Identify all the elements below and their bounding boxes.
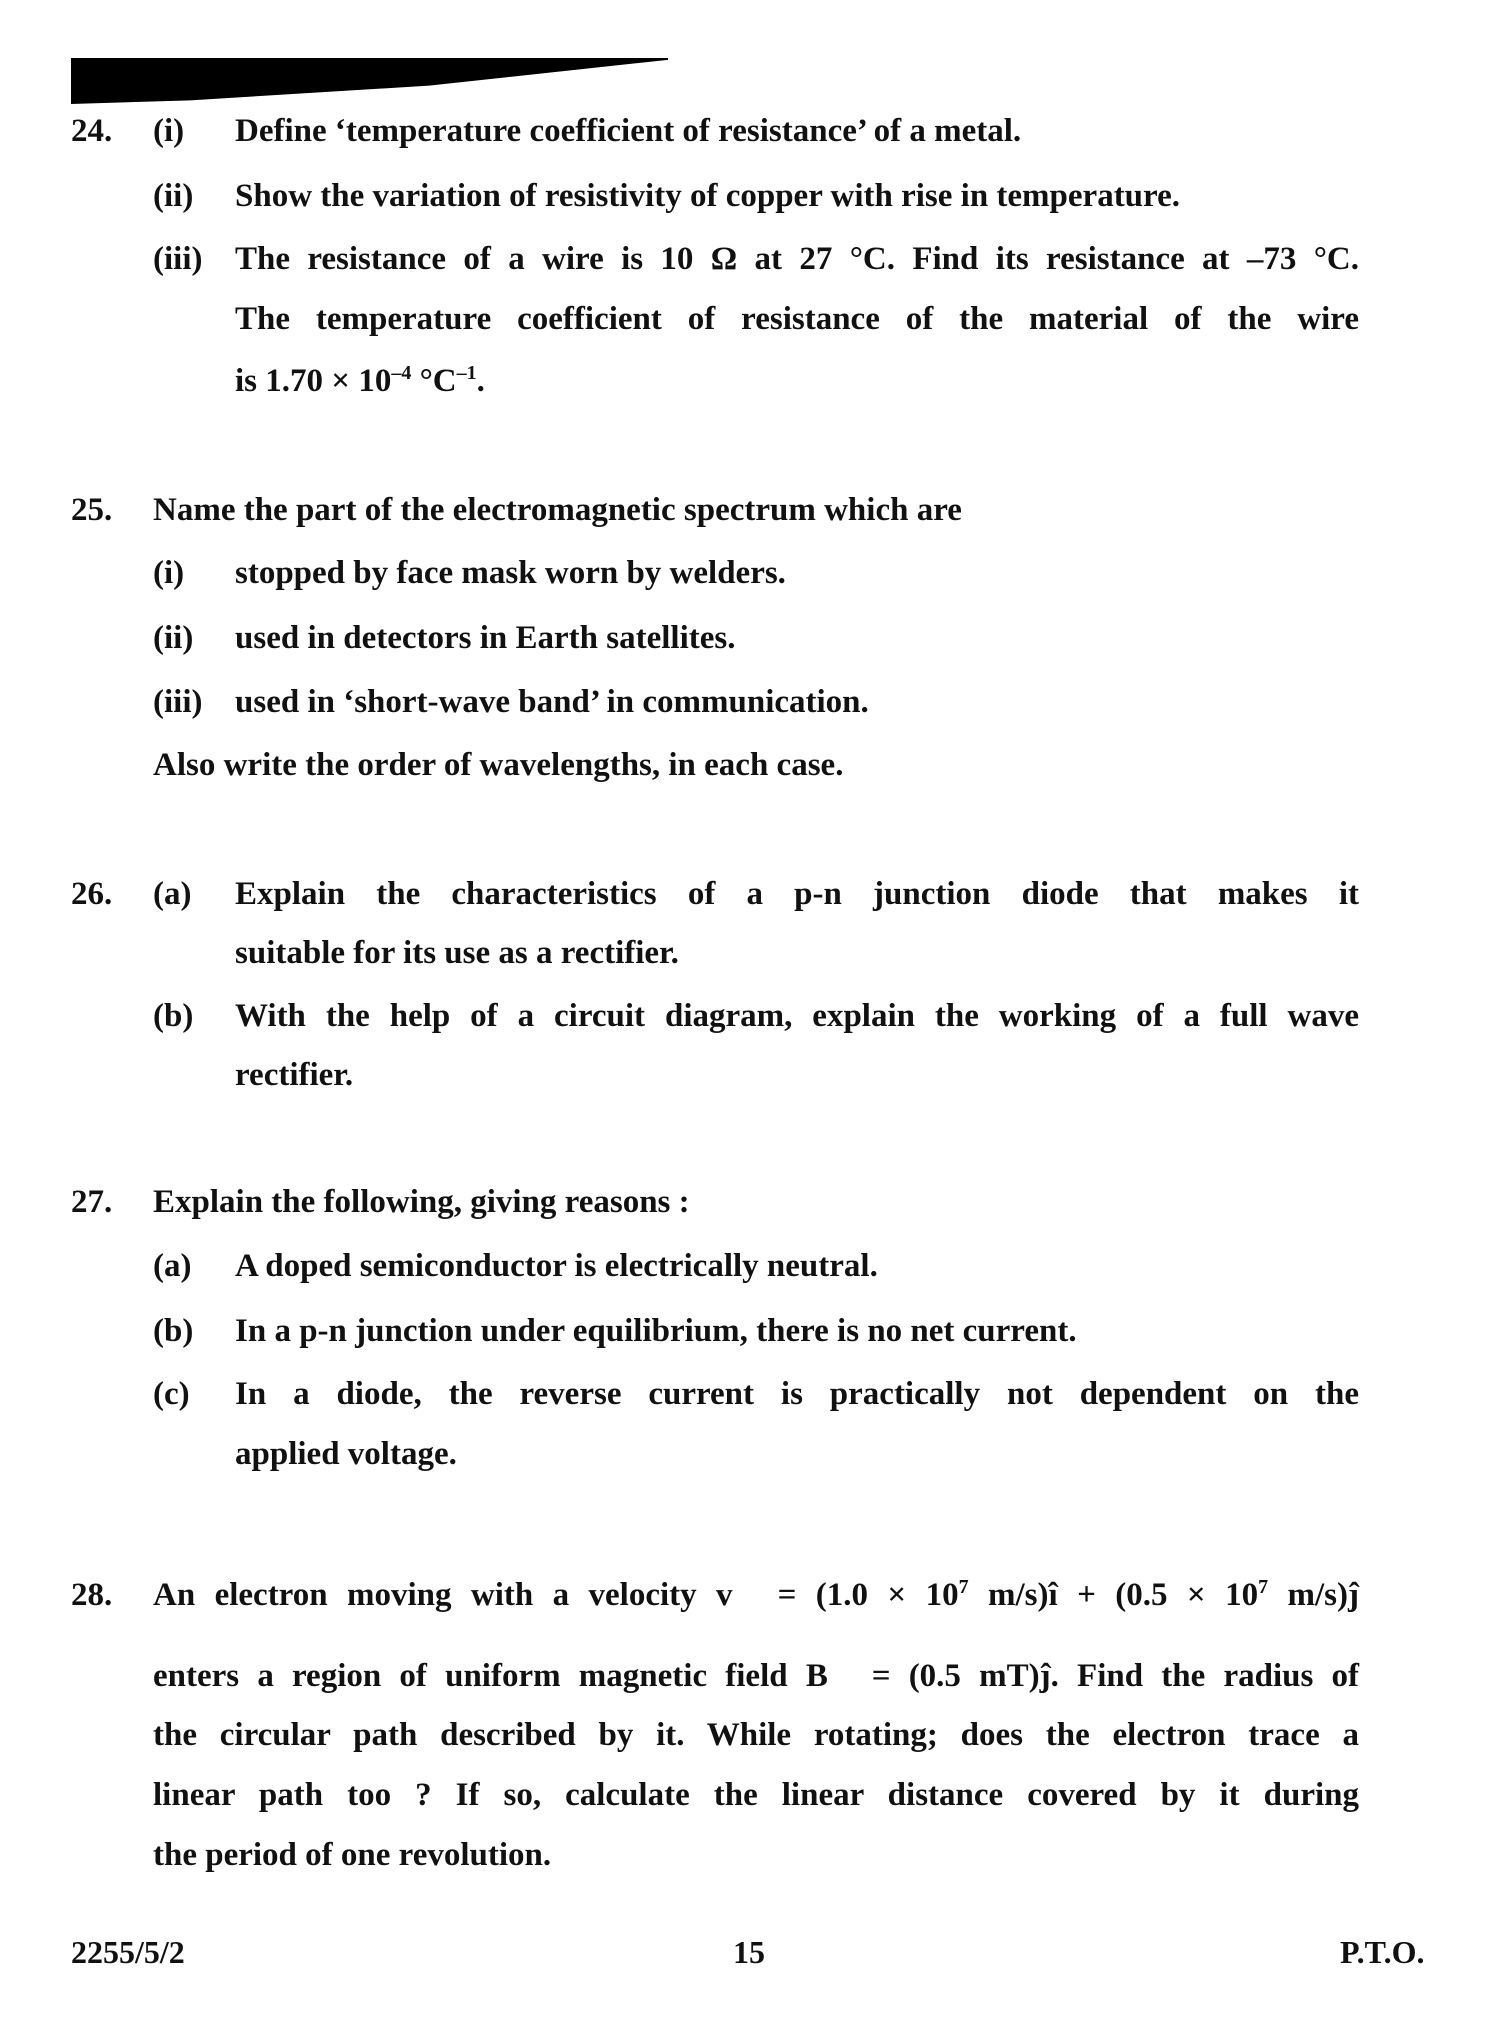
question-number: 27.: [71, 1184, 113, 1220]
redaction-bar: [71, 58, 668, 104]
question-text: In a p-n junction under equilibrium, there is no net current.: [235, 1313, 1077, 1349]
text: m/s)î + (0.5 × 10: [968, 1577, 1259, 1613]
question-text: In a diode, the reverse current is practically not dependent on the: [235, 1376, 1359, 1412]
exponent: 7: [1258, 1576, 1269, 1598]
field-vector: B⃗: [805, 1658, 854, 1694]
text: °C: [411, 363, 457, 399]
question-number: 25.: [71, 492, 113, 528]
question-text: A doped semiconductor is electrically neutral.: [235, 1248, 878, 1284]
question-text: Show the variation of resistivity of copper with rise in temperature.: [235, 178, 1180, 214]
question-text: the circular path described by it. While rotating; does the electron trace a: [153, 1717, 1359, 1753]
exponent: –4: [391, 362, 412, 384]
part-label: (b): [153, 1313, 194, 1349]
question-text: The temperature coefficient of resistance of the material of the wire: [235, 301, 1359, 337]
text: = (1.0 × 10: [758, 1577, 959, 1613]
exponent: 7: [958, 1576, 969, 1598]
part-label: (i): [153, 555, 185, 591]
question-text: used in ‘short-wave band’ in communication.: [235, 684, 869, 720]
text: = (0.5 mT)ĵ. Find the radius of: [853, 1658, 1359, 1694]
question-text: Define ‘temperature coefficient of resistance’ of a metal.: [235, 113, 1022, 149]
part-label: (c): [153, 1376, 190, 1412]
question-text: the period of one revolution.: [153, 1837, 552, 1873]
question-text: Explain the characteristics of a p-n junction diode that makes it: [235, 876, 1359, 912]
exponent: –1: [456, 362, 477, 384]
question-text: applied voltage.: [235, 1436, 457, 1472]
text: is 1.70 × 10: [235, 363, 392, 399]
question-text: [153, 1575, 1359, 1615]
question-text: used in detectors in Earth satellites.: [235, 620, 736, 656]
question-text: stopped by face mask worn by welders.: [235, 555, 786, 591]
part-label: (b): [153, 998, 194, 1034]
question-text: rectifier.: [235, 1057, 354, 1093]
question-number: 28.: [71, 1577, 113, 1613]
velocity-vector: v⃗: [716, 1577, 759, 1613]
part-label: (a): [153, 876, 192, 912]
question-text: suitable for its use as a rectifier.: [235, 935, 679, 971]
question-text: Name the part of the electromagnetic spectrum which are: [153, 492, 962, 528]
text: enters a region of uniform magnetic field: [153, 1658, 806, 1694]
question-number: 26.: [71, 876, 113, 912]
question-number: 24.: [71, 113, 113, 149]
pto-label: P.T.O.: [1340, 1934, 1425, 1970]
question-text: With the help of a circuit diagram, explain the working of a full wave: [235, 998, 1359, 1034]
part-label: (ii): [153, 620, 194, 656]
text: m/s)ĵ: [1268, 1577, 1359, 1613]
part-label: (iii): [153, 241, 203, 277]
text: An electron moving with a velocity: [153, 1577, 717, 1613]
question-text: Explain the following, giving reasons :: [153, 1184, 690, 1220]
page-number: 15: [733, 1934, 765, 1970]
question-text: [153, 1656, 1359, 1696]
question-text: [235, 361, 1359, 401]
question-text: linear path too ? If so, calculate the linear distance covered by it during: [153, 1777, 1359, 1813]
part-label: (i): [153, 113, 185, 149]
part-label: (a): [153, 1248, 192, 1284]
text: .: [476, 363, 485, 399]
question-text: Also write the order of wavelengths, in each case.: [153, 747, 844, 783]
question-text: The resistance of a wire is 10 Ω at 27 °C. Find its resistance at –73 °C.: [235, 241, 1359, 277]
part-label: (iii): [153, 684, 203, 720]
paper-code: 2255/5/2: [71, 1934, 185, 1970]
part-label: (ii): [153, 178, 194, 214]
